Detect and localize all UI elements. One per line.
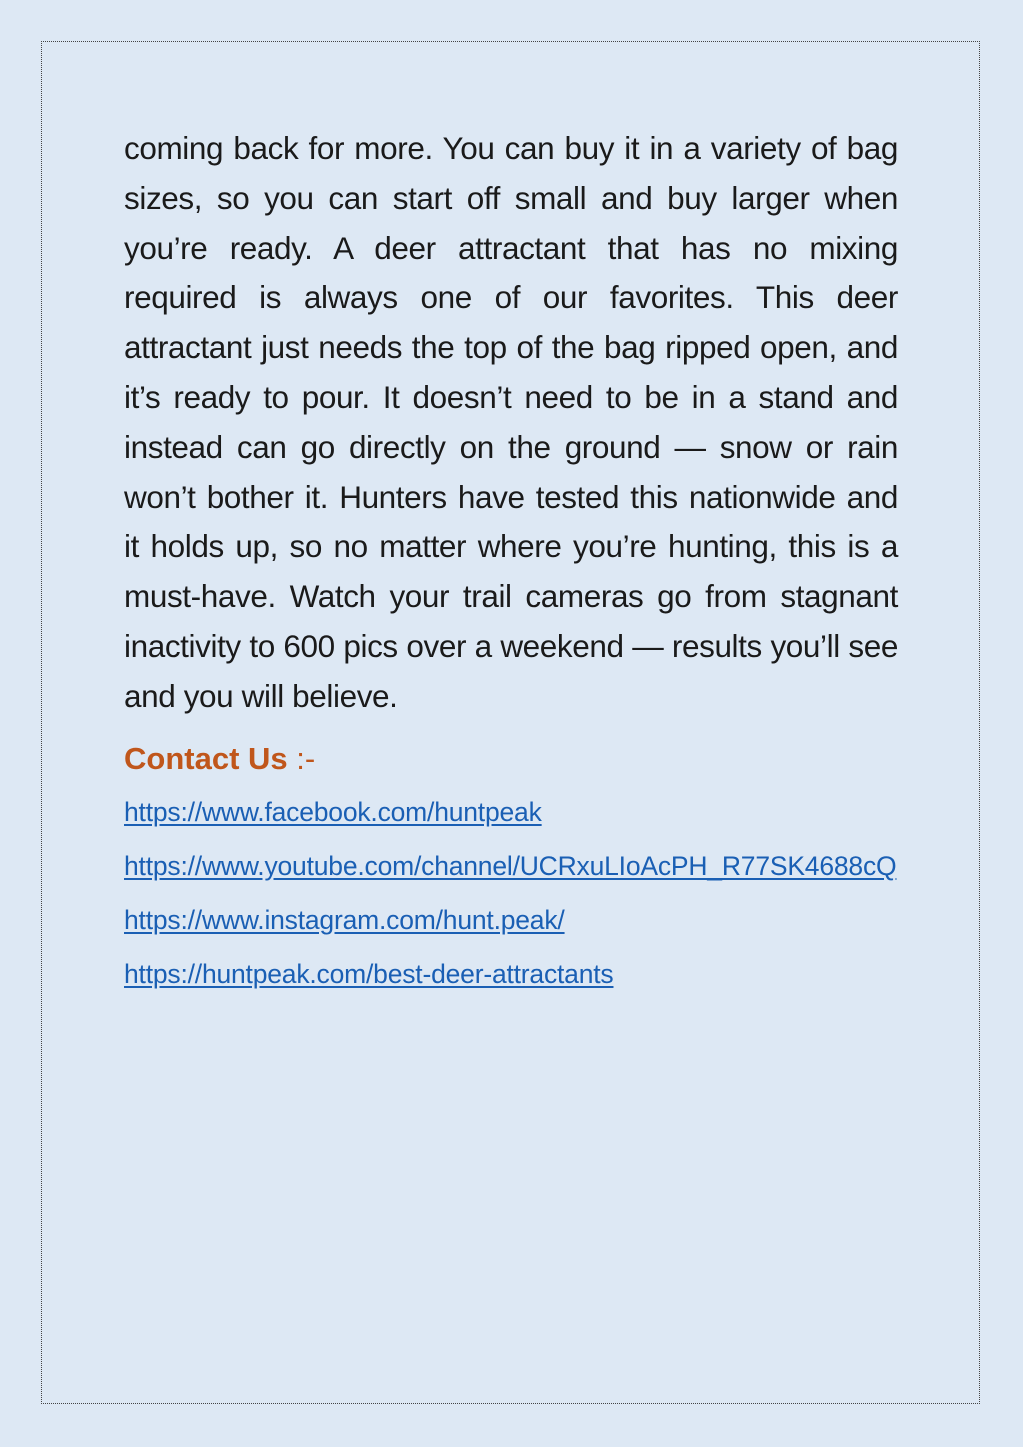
facebook-link[interactable]: https://www.facebook.com/huntpeak	[124, 796, 542, 827]
website-link[interactable]: https://huntpeak.com/best-deer-attractants	[124, 958, 614, 989]
instagram-link[interactable]: https://www.instagram.com/hunt.peak/	[124, 904, 565, 935]
contact-label: Contact Us	[124, 740, 288, 776]
youtube-link[interactable]: https://www.youtube.com/channel/UCRxuLIoAcPH_R77SK4688cQ	[124, 850, 897, 881]
contact-separator: :-	[287, 740, 316, 776]
body-paragraph: coming back for more. You can buy it in a variety of bag sizes, so you can start off small and buy larger when you’re ready. A deer attractant that has no mixing required is always one of our favorites. This deer attractant just needs the top of the bag ripped open, and it’s ready to pour. It doesn’t need to be in a stand and instead can go directly on the ground — snow or rain won’t bother it. Hunters have tested this nationwide and it holds up, so no matter where you’re hunting, this is a must-have. Watch your trail cameras go from stagnant inactivity to 600 pics over a weekend — results you’ll see and you will believe.	[124, 130, 898, 714]
contact-links	[124, 794, 898, 993]
contact-heading	[124, 734, 898, 784]
page-content	[124, 124, 898, 1010]
